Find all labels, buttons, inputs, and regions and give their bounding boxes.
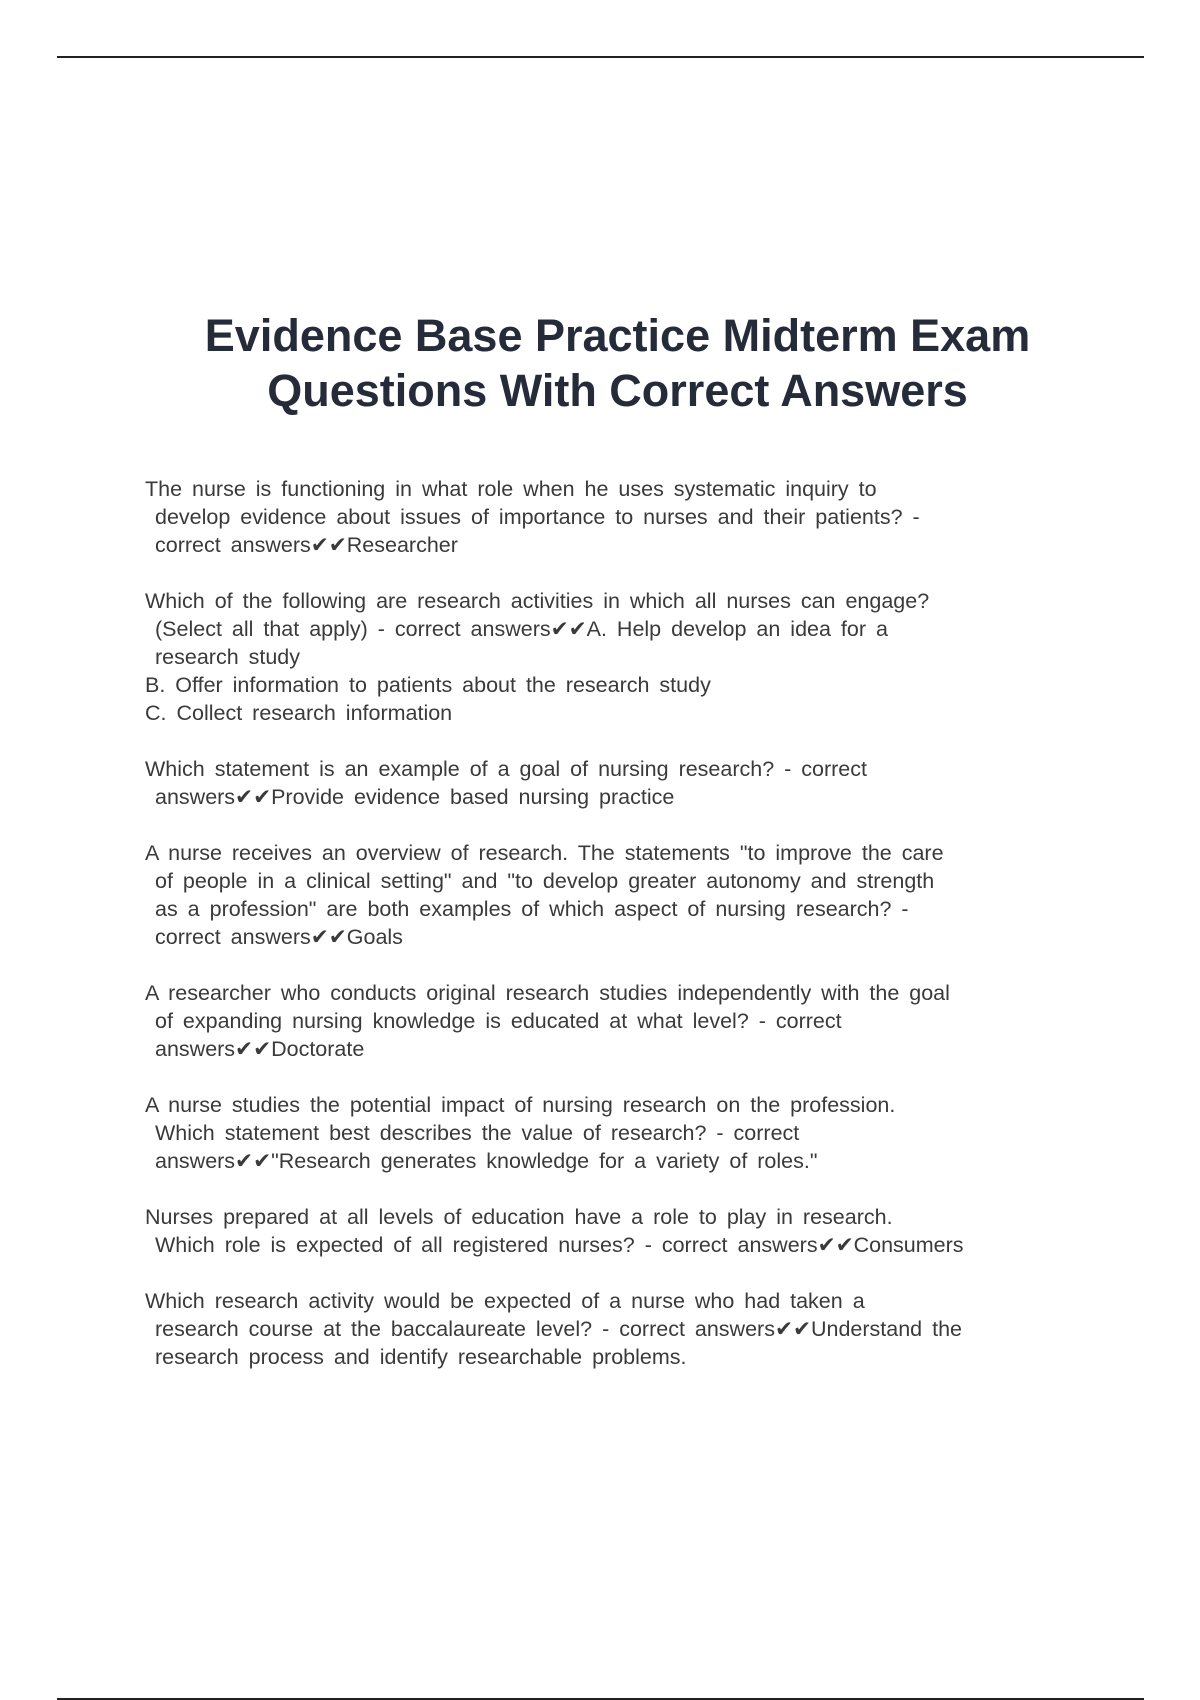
- qa-item: [145, 475, 1090, 559]
- qa-line: correct answers✔✔Researcher: [155, 533, 458, 557]
- qa-item: [145, 1091, 1090, 1175]
- qa-line: research process and identify researchable problems.: [155, 1345, 687, 1369]
- qa-item: [145, 839, 1090, 951]
- qa-item: [145, 1287, 1090, 1371]
- question-answer-list: [145, 475, 1090, 1399]
- qa-line: A nurse studies the potential impact of nursing research on the profession.: [145, 1093, 896, 1117]
- top-rule: [57, 56, 1144, 58]
- document-title: [0, 308, 1200, 418]
- qa-line: Which statement best describes the value of research? - correct: [155, 1121, 800, 1145]
- qa-item: [145, 1203, 1090, 1259]
- qa-line: as a profession" are both examples of which aspect of nursing research? -: [155, 897, 909, 921]
- qa-line: Which statement is an example of a goal of nursing research? - correct: [145, 757, 867, 781]
- qa-line: (Select all that apply) - correct answers✔✔A. Help develop an idea for a: [155, 617, 888, 641]
- qa-item: [145, 587, 1090, 727]
- qa-line: develop evidence about issues of importance to nurses and their patients? -: [155, 505, 920, 529]
- qa-line: answers✔✔Provide evidence based nursing practice: [155, 785, 675, 809]
- title-line-1: Evidence Base Practice Midterm Exam: [204, 310, 1031, 361]
- qa-line: C. Collect research information: [145, 701, 453, 725]
- qa-line: B. Offer information to patients about the research study: [145, 673, 711, 697]
- qa-line: Which of the following are research activities in which all nurses can engage?: [145, 589, 930, 613]
- qa-line: A researcher who conducts original research studies independently with the goal: [145, 981, 950, 1005]
- title-line-2: Questions With Correct Answers: [267, 365, 968, 416]
- qa-line: of expanding nursing knowledge is educated at what level? - correct: [155, 1009, 842, 1033]
- qa-item: [145, 979, 1090, 1063]
- qa-line: correct answers✔✔Goals: [155, 925, 403, 949]
- qa-line: answers✔✔"Research generates knowledge for a variety of roles.": [155, 1149, 818, 1173]
- qa-line: Which role is expected of all registered nurses? - correct answers✔✔Consumers: [155, 1233, 964, 1257]
- qa-line: research course at the baccalaureate level? - correct answers✔✔Understand the: [155, 1317, 962, 1341]
- qa-line: answers✔✔Doctorate: [155, 1037, 365, 1061]
- qa-line: The nurse is functioning in what role when he uses systematic inquiry to: [145, 477, 877, 501]
- qa-line: research study: [155, 645, 301, 669]
- qa-line: Nurses prepared at all levels of education have a role to play in research.: [145, 1205, 893, 1229]
- qa-line: of people in a clinical setting" and "to develop greater autonomy and strength: [155, 869, 935, 893]
- qa-line: A nurse receives an overview of research. The statements "to improve the care: [145, 841, 944, 865]
- qa-line: Which research activity would be expected of a nurse who had taken a: [145, 1289, 865, 1313]
- qa-item: [145, 755, 1090, 811]
